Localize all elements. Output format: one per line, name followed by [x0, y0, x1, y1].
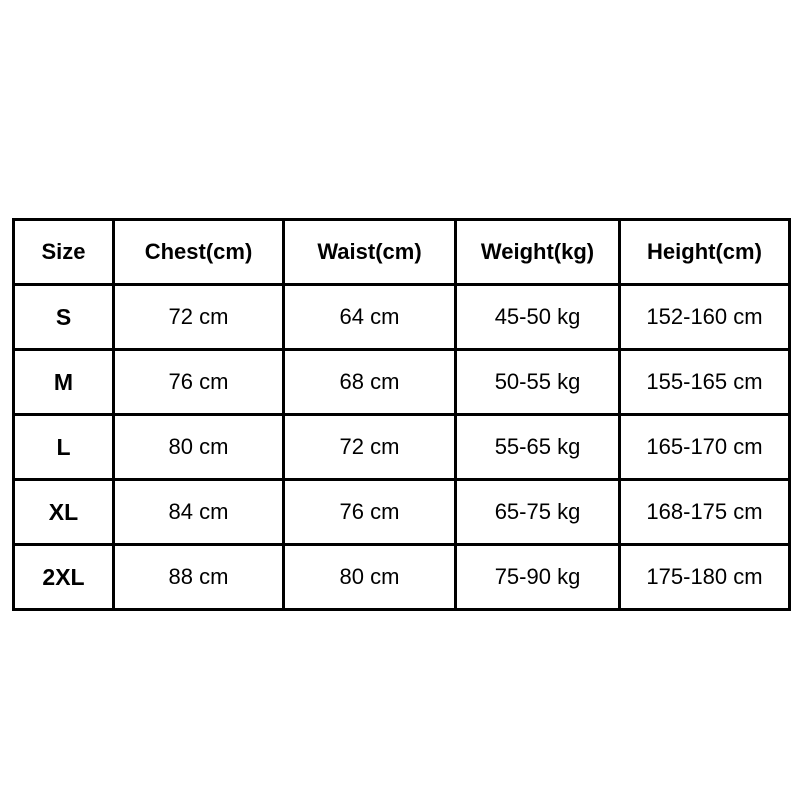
cell-chest: 80 cm [114, 415, 284, 480]
cell-chest: 76 cm [114, 350, 284, 415]
column-header-size: Size [14, 220, 114, 285]
cell-height: 175-180 cm [620, 545, 790, 610]
cell-weight: 45-50 kg [456, 285, 620, 350]
cell-size: 2XL [14, 545, 114, 610]
cell-waist: 76 cm [284, 480, 456, 545]
cell-size: XL [14, 480, 114, 545]
cell-chest: 84 cm [114, 480, 284, 545]
table-row [14, 285, 790, 350]
cell-size: S [14, 285, 114, 350]
cell-size: L [14, 415, 114, 480]
cell-height: 165-170 cm [620, 415, 790, 480]
cell-waist: 80 cm [284, 545, 456, 610]
cell-weight: 75-90 kg [456, 545, 620, 610]
cell-weight: 50-55 kg [456, 350, 620, 415]
size-chart-container [12, 218, 788, 611]
cell-waist: 72 cm [284, 415, 456, 480]
column-header-waist: Waist(cm) [284, 220, 456, 285]
table-row [14, 545, 790, 610]
table-row [14, 480, 790, 545]
cell-height: 152-160 cm [620, 285, 790, 350]
cell-size: M [14, 350, 114, 415]
cell-chest: 88 cm [114, 545, 284, 610]
column-header-weight: Weight(kg) [456, 220, 620, 285]
table-header-row [14, 220, 790, 285]
cell-weight: 65-75 kg [456, 480, 620, 545]
size-chart-table [12, 218, 791, 611]
cell-height: 155-165 cm [620, 350, 790, 415]
cell-height: 168-175 cm [620, 480, 790, 545]
table-row [14, 350, 790, 415]
table-row [14, 415, 790, 480]
cell-chest: 72 cm [114, 285, 284, 350]
cell-waist: 64 cm [284, 285, 456, 350]
table-header [14, 220, 790, 285]
column-header-height: Height(cm) [620, 220, 790, 285]
cell-waist: 68 cm [284, 350, 456, 415]
table-body [14, 285, 790, 610]
cell-weight: 55-65 kg [456, 415, 620, 480]
column-header-chest: Chest(cm) [114, 220, 284, 285]
